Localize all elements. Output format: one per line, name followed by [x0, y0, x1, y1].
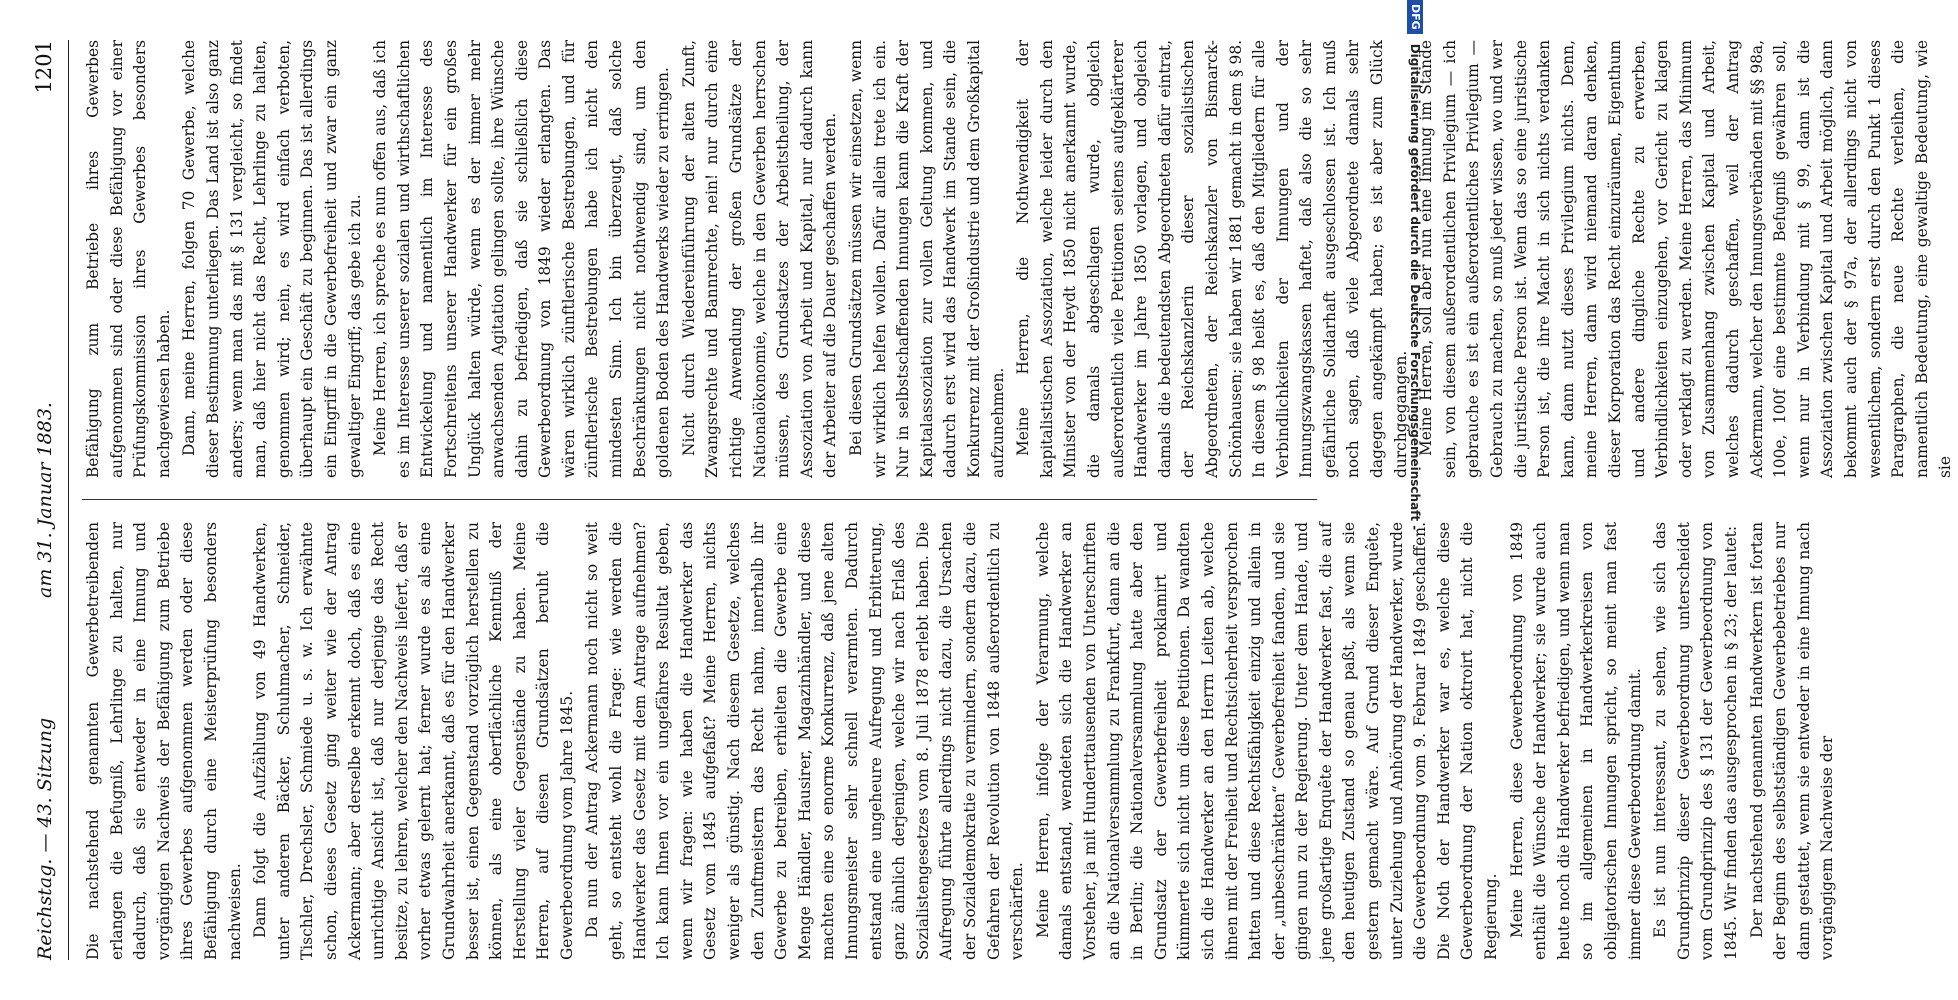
paragraph: Der nachstehend genannten Handwerkern ist fortan der Beginn des selbstständigen Gewerbebetriebes nur dann gestattet, wenn sie entweder in eine Innung nach vorgängigem Nachweise der [1747, 522, 1837, 960]
text-column-left [82, 522, 1837, 960]
paragraph: Meine Herren, infolge der Verarmung, welche damals entstand, wendeten sich die Handwerker an Vorsteher, ja mit Hunderttausenden von Unterschriften an die Nationalversammlung zu Frankfurt, dann an die in Berlin; die Nationalversammlung hatte aber den Grundsatz der Gewerbefreiheit proklamirt und kümmerte sich nicht um diese Petitionen. Da wandten sich die Handwerker an den Herrn Leiten ab, welche ihnen mit der Freiheit und Rechtsicherheit versprochen hatten und diese Rechtsfähigkeit einzig und allein in der „unbeschränkten“ Gewerbefreiheit fanden, und sie gingen nun zu der Regierung. Unter dem Hande, und jene großartige Enquête der Handwerker fast, die auf den heutigen Zustand so genau paßt, als wenn sie gestern gemacht wäre. Auf Grund dieser Enquête, unter Zuziehung und Anhörung der Handwerker, wurde die Gewerbeordnung vom 9. Februar 1849 geschaffen. Die Noth der Handwerker war es, welche diese Gewerbeordnung der Nation oktroirt hat, nicht die Regierung. [1033, 522, 1501, 960]
digitization-credit [1400, 0, 1430, 1000]
paragraph: Meine Herren, soll aber nun eine Innung im Stande sein, von diesem außerordentlichen Privilegium — ich gebrauche es ist ein außerordentliches Privilegium — Gebrauch zu machen, so muß jeder wissen, wo und wer die juristische Person ist. Wenn das so eine juristische Person ist, die ihre Macht in sich nichts verdanken kann, dann nutzt dieses Privilegium nichts. Denn, meine Herren, dann wird niemand daran denken, dieser Korporation das Recht einzuräumen, Eigenthum und andere dingliche Rechte zu erwerben, Verbindlichkeiten einzugehen, vor Gericht zu klagen oder verklagt zu werden. Meine Herren, das Minimum von Zusammenhang zwischen Kapital und Arbeit, welches dadurch geschaffen, weil der Antrag Ackermann, welcher den Innungsverbänden mit §§ 98a, 100e, 100f eine bestimmte Befugniß gewähren soll, wenn nur in Verbindung mit § 99, dann ist die Assoziation zwischen Kapital und Arbeit möglich, dann bekommt auch der § 97a, der allerdings nicht von wesentlichem, sondern erst durch den Punkt 1 dieses Paragraphen, die neue Rechte verleihen, die namentlich Bedeutung, eine gewaltige Bedeutung, wie sie [1417, 40, 1955, 478]
header-title: Reichstag. — 43. Sitzung [34, 717, 56, 960]
paragraph: Da nun der Antrag Ackermann noch nicht so weit geht, so entsteht wohl die Frage: wie werden die Handwerker das Gesetz mit dem Antrage aufnehmen? Ich kann Ihnen vor ein ungefähres Resultat geben, wenn wir fragen: wie haben die Handwerker das Gesetz vom 1845 aufgefaßt? Meine Herren, nichts weniger als günstig. Nach diesem Gesetze, welches den Zunftmeistern das Recht nahm, innerhalb ihr Gewerbe zu betreiben, erhielten die Gewerbe eine Menge Händler, Hausirer, Magazinhändler, und diese machten eine so enorme Konkurrenz, daß jene alten Innungsmeister sehr schnell verarmten. Dadurch entstand eine ungeheure Aufregung und Erbitterung, ganz ähnlich derjenigen, welche wir nach Erlaß des Sozialistengesetzes vom 8. Juli 1878 erlebt haben. Die Aufregung führte allerdings nicht dazu, die Ursachen der Sozialdemokratie zu vermindern, sondern dazu, die Gefahren der Revolution von 1848 außerordentlich zu verschärfen. [583, 522, 1027, 960]
paragraph: Dann folgt die Aufzählung von 49 Handwerken, unter anderen Bäcker, Schuhmacher, Schneider, Tischler, Drechsler, Schmiede u. s. w. Ich erwähnte schon, dieses Gesetz ging weiter wie der Antrag Ackermann; aber derselbe erkennt doch, daß es eine unrichtige Ansicht ist, daß nur derjenige das Recht besitze, zu lehren, welcher den Nachweis liefert, daß er vorher etwas gelernt hat; ferner wurde es als eine Grundwahrheit anerkannt, daß es für den Handwerker besser ist, einen Gegenstand vorzüglich herstellen zu können, als eine oberflächliche Kenntniß der Herstellung vieler Gegenstände zu haben. Meine Herren, auf diesen Grundsätzen beruht die Gewerbeordnung vom Jahre 1845. [251, 522, 576, 960]
credit-text: Digitalisierung gefördert durch die Deutsche Forschungsgemeinschaft - [1408, 43, 1422, 531]
column-divider [82, 499, 1317, 500]
credit-line [1400, 0, 1430, 1000]
paragraph: Es ist nun interessant, zu sehen, wie sich das Grundprinzip dieser Gewerbeordnung unterscheidet vom Grundprinzip des § 131 der Gewerbeordnung von 1845. Wir finden das ausgesprochen in § 23; der lautet: [1651, 522, 1740, 960]
paragraph: Nicht durch Wiedereinführung der alten Zunft, Zwangsrechte und Bannrechte, nein! nur durch eine richtige Anwendung der großen Grundsätze der Nationalökonomie, welche in den Gewerben herrschen müssen, des Grundsatzes der Arbeitstheilung, der Assoziation von Arbeit und Kapital, nur dadurch kann der Arbeiter auf die Dauer geschaffen werden. [679, 40, 840, 478]
paragraph: Meine Herren, ich spreche es nun offen aus, daß ich es im Interesse unserer sozialen und wirthschaftlichen Entwickelung und namentlich im Interesse des Fortschreitens unserer Handwerker für ein großes Unglück halten würde, wenn es der immer mehr anwachsenden Agitation gelingen sollte, ihre Wünsche dahin zu befriedigen, daß sie schließlich diese Gewerbeordnung von 1849 wieder erlangten. Das wären wirklich zünftlerische Bestrebungen, und für zünftlerische Bestrebungen habe ich nicht den mindesten Sinn. Ich bin überzeugt, daß solche Beschränkungen nicht nothwendig sind, um den goldenen Boden des Handwerks wieder zu erringen. [371, 40, 673, 478]
paragraph: Die nachstehend genannten Gewerbetreibenden erlangen die Befugniß, Lehrlinge zu halten, nur dadurch, daß sie entweder in eine Innung und vorgängigen Nachweis der Befähigung zum Betriebe ihres Gewerbes aufgenommen werden oder diese Befähigung durch eine Meisterprüfung besonders nachweisen. [84, 522, 244, 960]
page-number: 1201 [32, 40, 56, 94]
paragraph: Befähigung zum Betriebe ihres Gewerbes aufgenommen sind oder diese Befähigung vor einer Prüfungskommission ihres Gewerbes besonders nachgewiesen haben. [84, 40, 173, 478]
paragraph: Bei diesen Grundsätzen müssen wir einsetzen, wenn wir wirklich helfen wollen. Dafür allein trete ich ein. Nur in selbstschaffenden Innungen kann die Kraft der Kapitalassoziation zur vollen Geltung kommen, und dadurch erst wird das Handwerk im Stande sein, die Konkurrenz mit der Großindustrie und dem Großkapital aufzunehmen. [847, 40, 1007, 478]
paragraph: Dann, meine Herren, folgen 70 Gewerbe, welche dieser Bestimmung unterliegen. Das Land ist also ganz anders; wenn man das mit § 131 vergleicht, so findet man, daß hier nicht das Recht, Lehrlinge zu halten, genommen wird; nein, es wird einfach verboten, überhaupt ein Geschäft zu beginnen. Das ist allerdings ein Eingriff in die Gewerbefreiheit und zwar ein ganz gewaltiger Eingriff; das gebe ich zu. [180, 40, 364, 478]
paragraph: Meine Herren, diese Gewerbeordnung von 1849 enthält die Wünsche der Handwerker; sie wurde auch heute noch die Handwerker befriedigen, und wenn man so im allgemeinen in Handwerkerkreisen von obligatorischen Innungen spricht, so meint man fast immer diese Gewerbeordnung damit. [1507, 522, 1644, 960]
page-header [22, 40, 69, 960]
paragraph: Meine Herren, die Nothwendigkeit der kapitalistischen Assoziation, welche leider durch den Minister von der Heydt 1850 nicht anerkannt wurde, die damals abgeschlagen wurde, obgleich außerordentlich viele Petitionen seitens aufgeklärterer Handwerker im Jahre 1850 vorlagen, und obgleich damals die bedeutendsten Abgeordneten dafür eintrat, der Reichskanzlerin dieser sozialistischen Abgeordneten, der Reichskanzler von Bismarck-Schönhausen; sie haben wir 1881 gemacht in dem § 98. In diesem § 98 heißt es, daß den Mitgliedern für alle Verbindlichkeiten der Innungen und der Innungszwangskassen haftet, daß also die so sehr gefährliche Solidarhaft ausgeschlossen ist. Ich muß noch sagen, daß viele Abgeordnete damals sehr dagegen angekämpft haben; es ist aber zum Glück durchgegangen. [1014, 40, 1410, 478]
header-date: am 31. Januar 1883. [34, 402, 56, 598]
dfg-logo: DFG [1407, 0, 1423, 34]
